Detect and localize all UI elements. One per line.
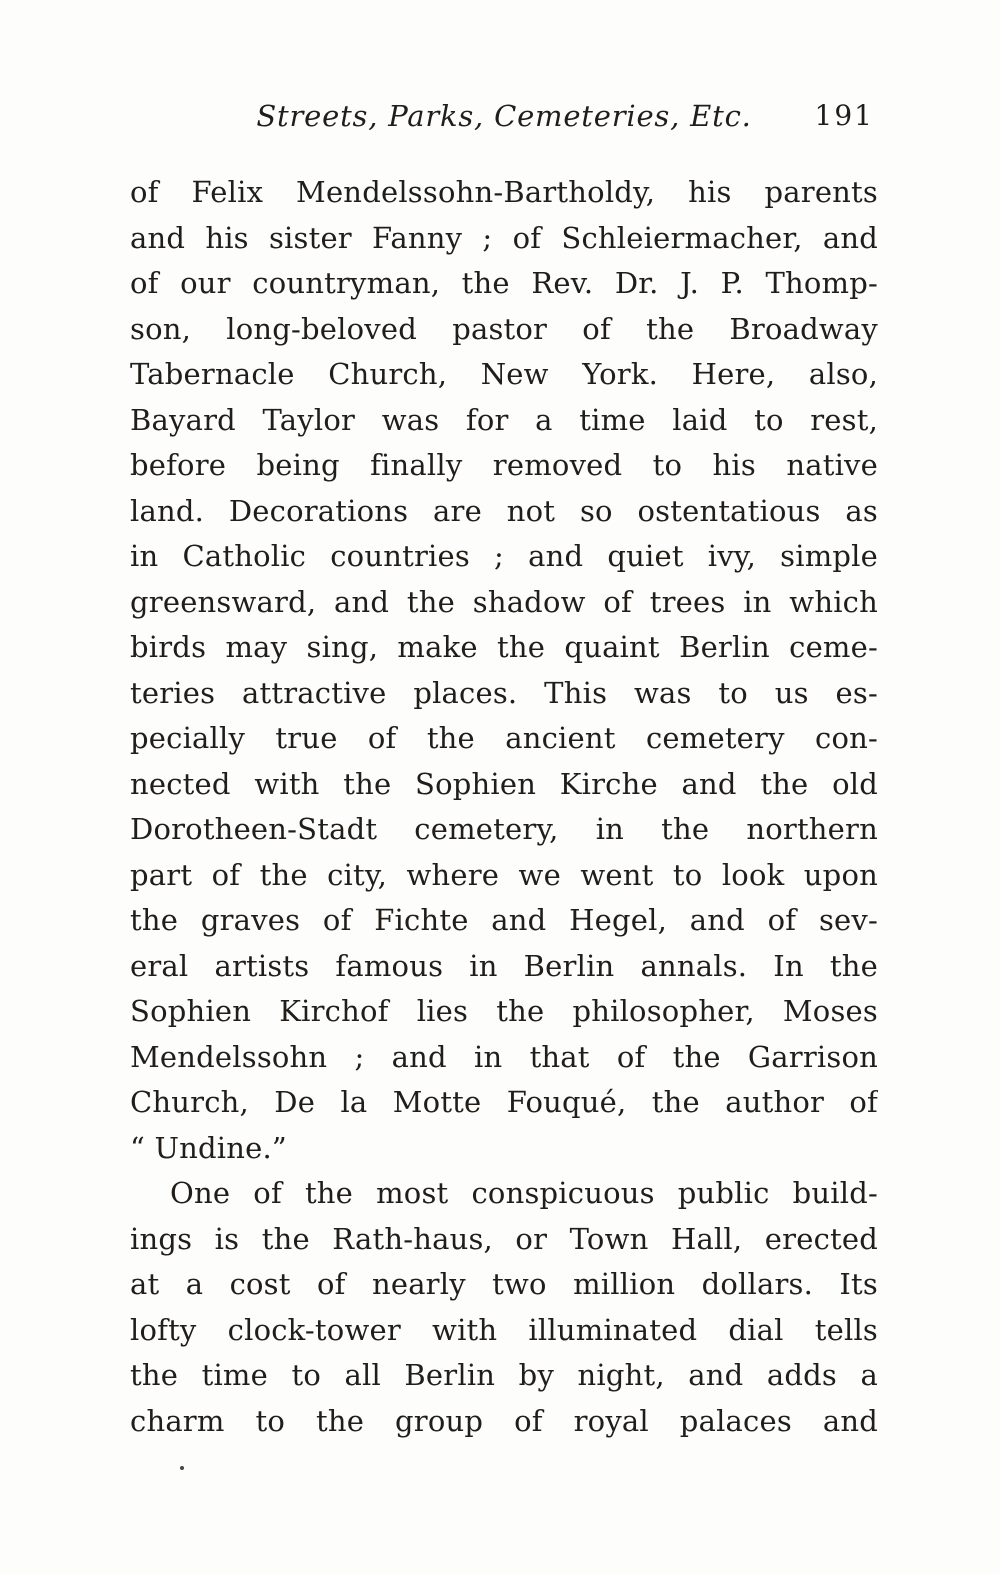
- text-line: “ Undine.”: [130, 1130, 287, 1165]
- text-line: ings is the Rath-haus, or Town Hall, erected: [130, 1221, 878, 1256]
- text-line: One of the most conspicuous public build-: [170, 1176, 878, 1210]
- text-line: the graves of Fichte and Hegel, and of sev-: [130, 903, 878, 937]
- text-line: in Catholic countries ; and quiet ivy, simple: [130, 539, 878, 573]
- text-line: and his sister Fanny ; of Schleiermacher, and: [130, 220, 878, 255]
- text-line: land. Decorations are not so ostentatious as: [130, 493, 878, 528]
- text-line: of our countryman, the Rev. Dr. J. P. Thomp-: [130, 266, 878, 300]
- body-text: [130, 170, 878, 1444]
- text-line: lofty clock-tower with illuminated dial tells: [130, 1312, 878, 1347]
- text-line: Mendelssohn ; and in that of the Garrison: [130, 1039, 878, 1074]
- text-line: before being finally removed to his native: [130, 448, 878, 482]
- page-title: Streets, Parks, Cemeteries, Etc.: [256, 99, 752, 133]
- text-line: teries attractive places. This was to us es-: [130, 675, 878, 710]
- paragraph: [130, 170, 878, 1171]
- text-line: birds may sing, make the quaint Berlin ceme-: [130, 630, 878, 664]
- text-line: charm to the group of royal palaces and: [130, 1403, 878, 1438]
- scan-speck: [180, 1466, 184, 1470]
- text-line: pecially true of the ancient cemetery con-: [130, 721, 878, 755]
- text-line: Church, De la Motte Fouqué, the author of: [130, 1085, 878, 1119]
- text-line: at a cost of nearly two million dollars. Its: [130, 1267, 878, 1301]
- text-line: the time to all Berlin by night, and adds a: [130, 1358, 878, 1392]
- text-line: nected with the Sophien Kirche and the old: [130, 766, 878, 801]
- text-line: Tabernacle Church, New York. Here, also,: [130, 357, 878, 391]
- text-line: Dorotheen-Stadt cemetery, in the northern: [130, 812, 878, 846]
- text-line: Sophien Kirchof lies the philosopher, Moses: [130, 994, 878, 1028]
- text-line: greensward, and the shadow of trees in which: [130, 584, 878, 619]
- page-number: 191: [814, 99, 874, 132]
- text-line: eral artists famous in Berlin annals. In the: [130, 948, 878, 983]
- text-line: part of the city, where we went to look upon: [130, 857, 878, 892]
- text-line: son, long-beloved pastor of the Broadway: [130, 311, 878, 346]
- running-head: [130, 94, 878, 138]
- paragraph: [130, 1171, 878, 1444]
- text-line: Bayard Taylor was for a time laid to rest,: [130, 402, 878, 437]
- text-line: of Felix Mendelssohn-Bartholdy, his parents: [130, 175, 878, 209]
